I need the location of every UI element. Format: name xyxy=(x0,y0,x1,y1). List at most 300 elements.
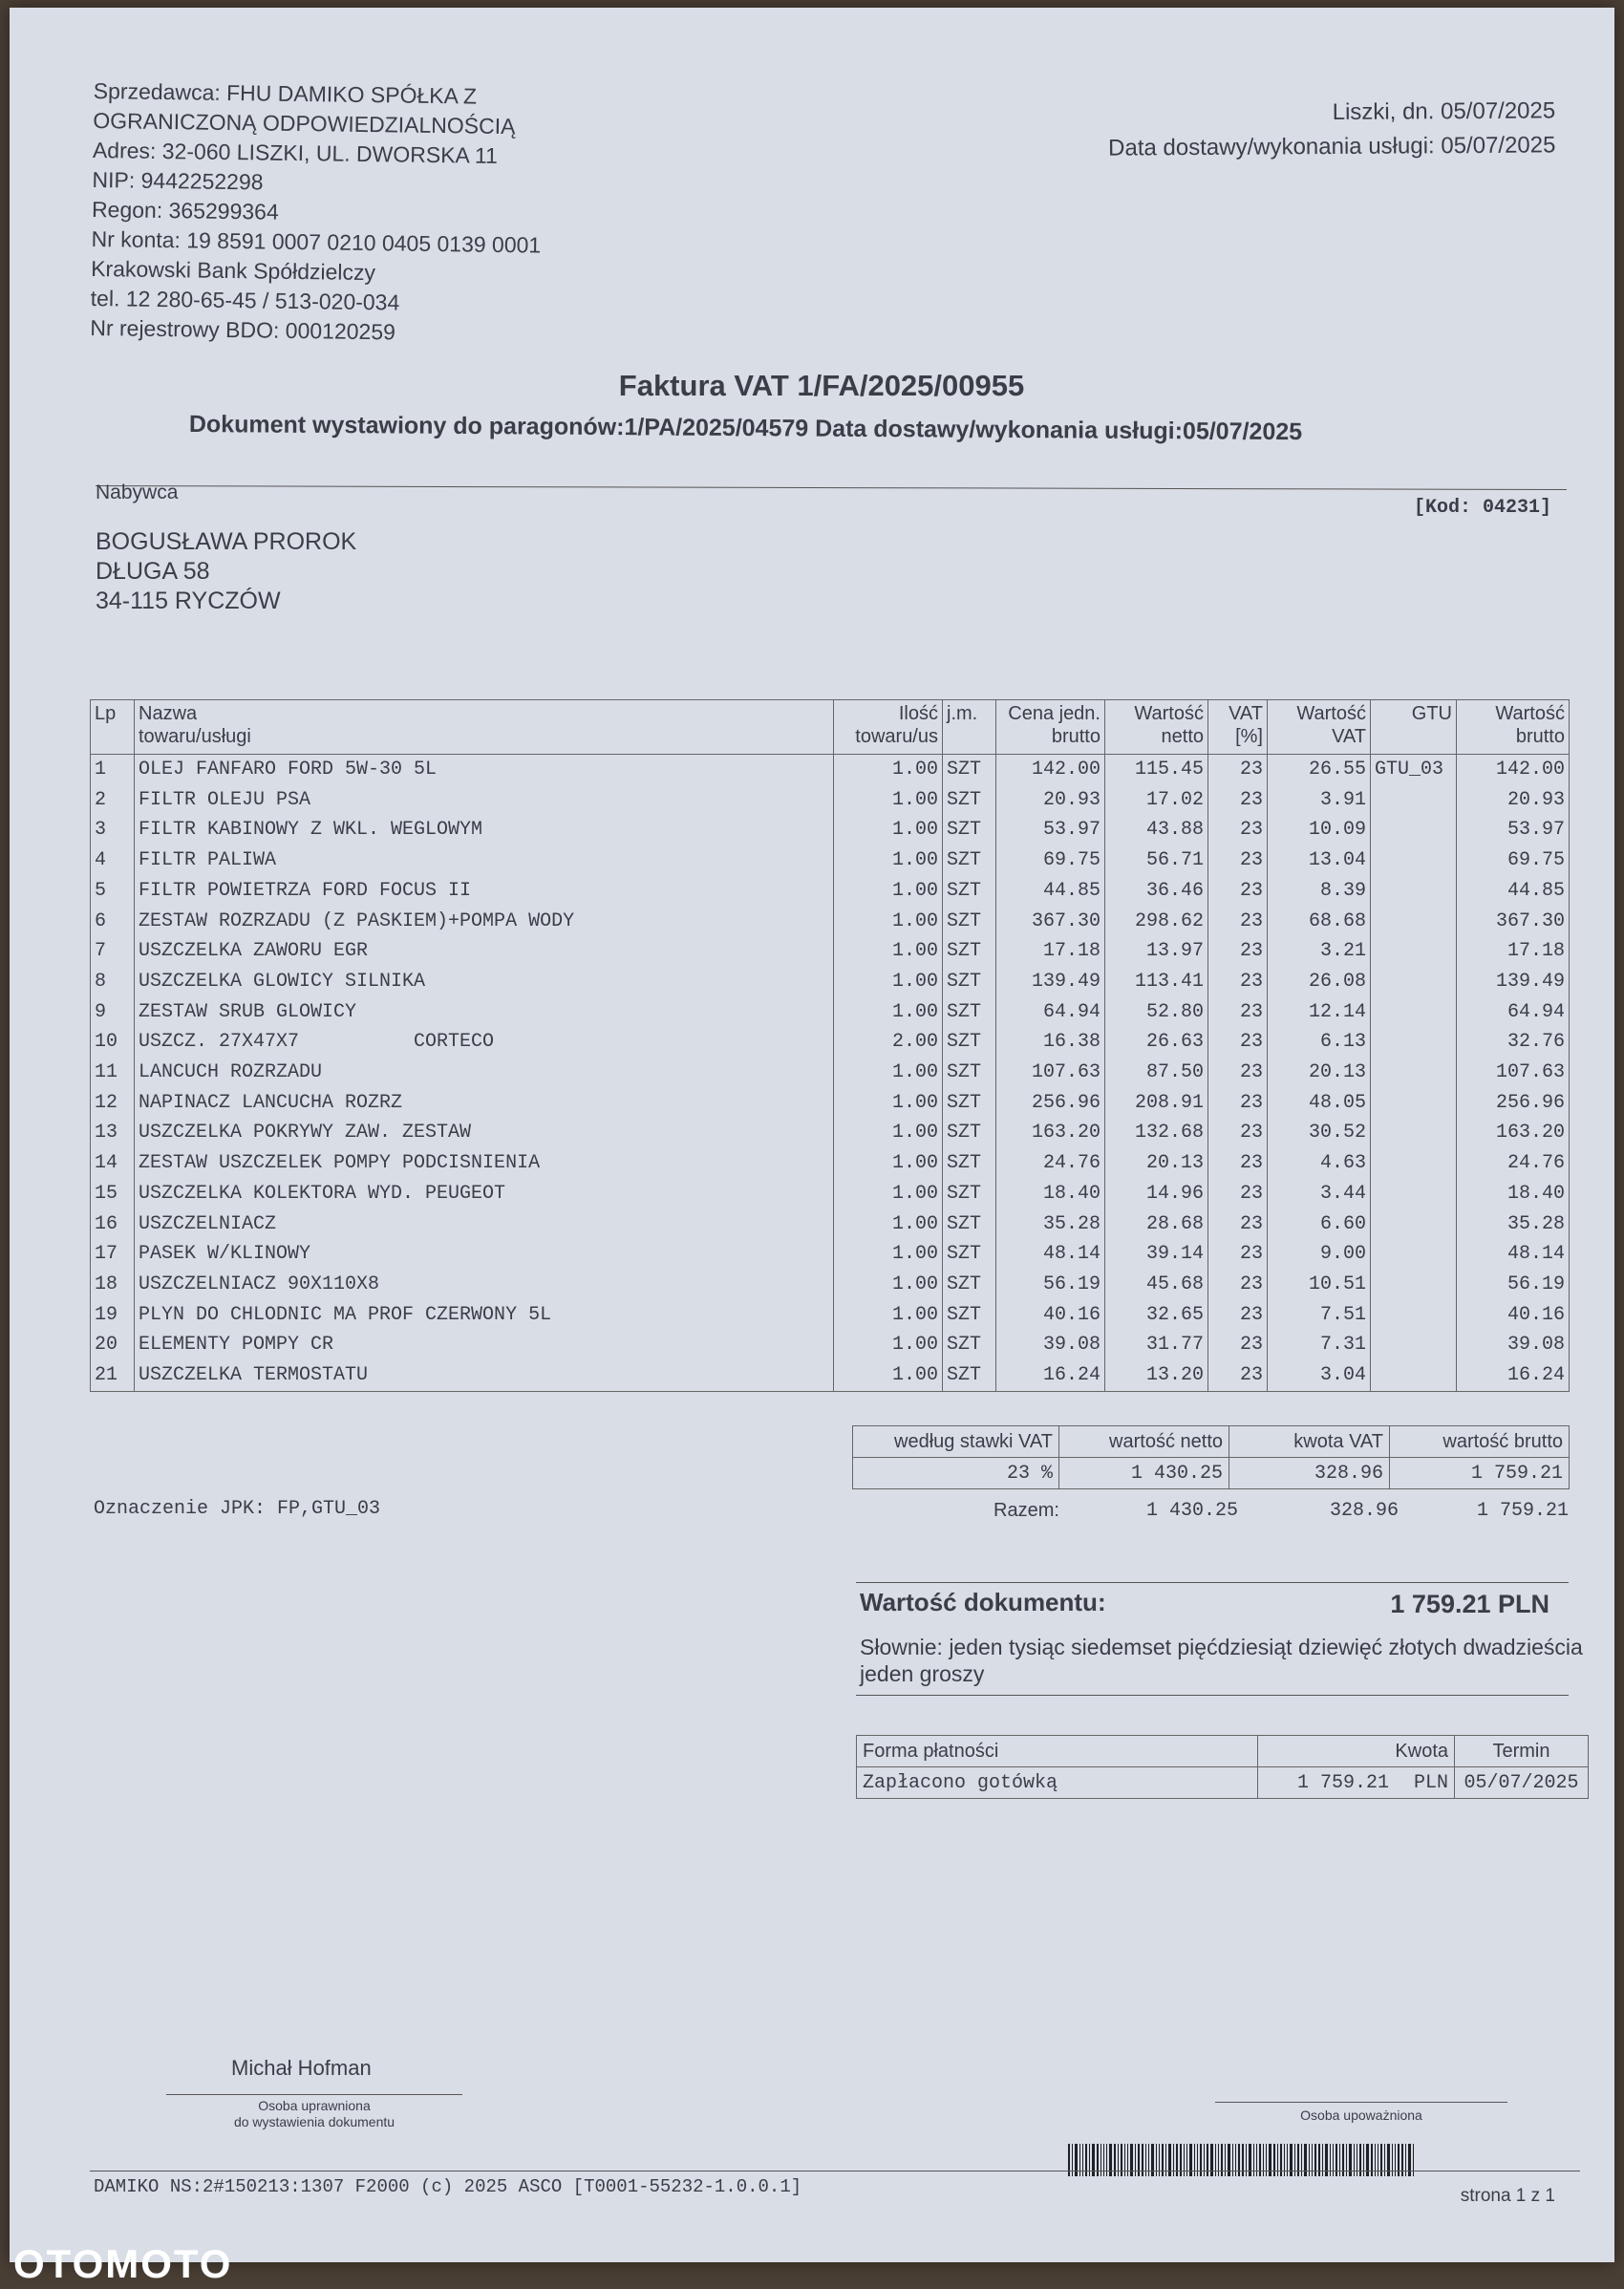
cell-net: 20.13 xyxy=(1105,1148,1208,1179)
cell-name: ZESTAW USZCZELEK POMPY PODCISNIENIA xyxy=(135,1148,834,1179)
header-lp: Lp xyxy=(91,700,135,755)
cell-net: 36.46 xyxy=(1105,876,1208,907)
cell-price: 20.93 xyxy=(996,785,1105,816)
cell-vat: 23 xyxy=(1208,876,1268,907)
cell-net: 13.20 xyxy=(1105,1360,1208,1391)
cell-vat: 23 xyxy=(1208,936,1268,967)
summary-header-row xyxy=(853,1426,1570,1458)
header-gtu: GTU xyxy=(1371,700,1457,755)
receiver-signature-line xyxy=(1215,2102,1507,2103)
cell-gtu xyxy=(1371,1148,1457,1179)
payment-row xyxy=(857,1767,1589,1799)
cell-price: 107.63 xyxy=(996,1058,1105,1088)
cell-net: 31.77 xyxy=(1105,1330,1208,1360)
cell-vat-value: 7.31 xyxy=(1268,1330,1371,1360)
cell-gtu xyxy=(1371,967,1457,997)
cell-net: 14.96 xyxy=(1105,1179,1208,1209)
cell-price: 53.97 xyxy=(996,815,1105,845)
total-net: 1 430.25 xyxy=(1146,1500,1239,1522)
cell-vat-value: 6.60 xyxy=(1268,1209,1371,1240)
table-row xyxy=(91,876,1570,907)
payment-table xyxy=(856,1735,1589,1799)
cell-gtu xyxy=(1371,815,1457,845)
cell-gtu: GTU_03 xyxy=(1371,755,1457,785)
cell-lp: 1 xyxy=(91,755,135,785)
cell-unit: SZT xyxy=(943,785,996,816)
cell-price: 142.00 xyxy=(996,755,1105,785)
cell-qty: 1.00 xyxy=(834,1330,943,1360)
cell-lp: 3 xyxy=(91,815,135,845)
cell-name: USZCZELNIACZ xyxy=(135,1209,834,1240)
cell-unit: SZT xyxy=(943,1360,996,1391)
cell-vat: 23 xyxy=(1208,1239,1268,1270)
header-net: Wartość netto xyxy=(1105,700,1208,755)
cell-unit: SZT xyxy=(943,1330,996,1360)
items-table xyxy=(90,699,1570,1392)
summary-rate: 23 % xyxy=(853,1458,1059,1489)
table-row xyxy=(91,1148,1570,1179)
cell-gross: 163.20 xyxy=(1457,1118,1570,1148)
cell-gross: 142.00 xyxy=(1457,755,1570,785)
buyer-divider xyxy=(96,485,1567,490)
payment-form: Zapłacono gotówką xyxy=(857,1767,1258,1799)
cell-name: PLYN DO CHLODNIC MA PROF CZERWONY 5L xyxy=(135,1300,834,1331)
cell-price: 18.40 xyxy=(996,1179,1105,1209)
cell-vat-value: 3.04 xyxy=(1268,1360,1371,1391)
receiver-caption: Osoba upoważniona xyxy=(1300,2107,1422,2123)
cell-unit: SZT xyxy=(943,1270,996,1300)
cell-gtu xyxy=(1371,1239,1457,1270)
summary-vat: 328.96 xyxy=(1229,1458,1390,1489)
cell-vat: 23 xyxy=(1208,1330,1268,1360)
cell-unit: SZT xyxy=(943,845,996,876)
summary-header-rate: według stawki VAT xyxy=(853,1426,1059,1458)
cell-gtu xyxy=(1371,1209,1457,1240)
cell-vat: 23 xyxy=(1208,1360,1268,1391)
seller-line: OGRANICZONĄ ODPOWIEDZIALNOŚCIĄ xyxy=(93,107,516,139)
payment-header-amount: Kwota xyxy=(1258,1736,1455,1767)
cell-gross: 24.76 xyxy=(1457,1148,1570,1179)
cell-net: 132.68 xyxy=(1105,1118,1208,1148)
cell-net: 43.88 xyxy=(1105,815,1208,845)
jpk-marking: Oznaczenie JPK: FP,GTU_03 xyxy=(94,1498,381,1520)
cell-name: USZCZELKA KOLEKTORA WYD. PEUGEOT xyxy=(135,1179,834,1209)
cell-unit: SZT xyxy=(943,1027,996,1058)
cell-price: 163.20 xyxy=(996,1118,1105,1148)
cell-gtu xyxy=(1371,876,1457,907)
cell-lp: 17 xyxy=(91,1239,135,1270)
cell-vat-value: 3.21 xyxy=(1268,936,1371,967)
cell-vat-value: 30.52 xyxy=(1268,1118,1371,1148)
cell-name: FILTR KABINOWY Z WKL. WEGLOWYM xyxy=(135,815,834,845)
page-number: strona 1 z 1 xyxy=(1460,2186,1555,2206)
cell-qty: 1.00 xyxy=(834,1209,943,1240)
cell-vat: 23 xyxy=(1208,1300,1268,1331)
cell-vat-value: 8.39 xyxy=(1268,876,1371,907)
cell-net: 28.68 xyxy=(1105,1209,1208,1240)
cell-vat-value: 4.63 xyxy=(1268,1148,1371,1179)
cell-price: 48.14 xyxy=(996,1239,1105,1270)
cell-unit: SZT xyxy=(943,936,996,967)
doc-value-top-line xyxy=(856,1582,1569,1583)
items-body xyxy=(91,755,1570,1392)
cell-price: 367.30 xyxy=(996,907,1105,937)
cell-name: ZESTAW SRUB GLOWICY xyxy=(135,997,834,1028)
cell-gross: 35.28 xyxy=(1457,1209,1570,1240)
cell-qty: 1.00 xyxy=(834,815,943,845)
cell-price: 139.49 xyxy=(996,967,1105,997)
cell-gross: 32.76 xyxy=(1457,1027,1570,1058)
cell-name: ELEMENTY POMPY CR xyxy=(135,1330,834,1360)
document-value-label: Wartość dokumentu: xyxy=(860,1588,1106,1616)
cell-lp: 2 xyxy=(91,785,135,816)
cell-qty: 1.00 xyxy=(834,1360,943,1391)
cell-gross: 44.85 xyxy=(1457,876,1570,907)
table-row xyxy=(91,907,1570,937)
cell-vat: 23 xyxy=(1208,1027,1268,1058)
cell-qty: 1.00 xyxy=(834,1179,943,1209)
cell-unit: SZT xyxy=(943,967,996,997)
cell-vat: 23 xyxy=(1208,1179,1268,1209)
cell-lp: 18 xyxy=(91,1270,135,1300)
cell-qty: 1.00 xyxy=(834,1058,943,1088)
cell-gross: 20.93 xyxy=(1457,785,1570,816)
cell-qty: 1.00 xyxy=(834,967,943,997)
cell-price: 56.19 xyxy=(996,1270,1105,1300)
payment-currency: PLN xyxy=(1413,1771,1448,1794)
cell-gross: 64.94 xyxy=(1457,997,1570,1028)
cell-price: 17.18 xyxy=(996,936,1105,967)
table-row xyxy=(91,1027,1570,1058)
cell-unit: SZT xyxy=(943,755,996,785)
header-vat-rate: VAT [%] xyxy=(1208,700,1268,755)
issue-date: Liszki, dn. 05/07/2025 xyxy=(1332,97,1555,125)
cell-unit: SZT xyxy=(943,907,996,937)
cell-unit: SZT xyxy=(943,1148,996,1179)
cell-name: FILTR PALIWA xyxy=(135,845,834,876)
cell-price: 24.76 xyxy=(996,1148,1105,1179)
cell-qty: 1.00 xyxy=(834,845,943,876)
cell-vat: 23 xyxy=(1208,785,1268,816)
cell-qty: 1.00 xyxy=(834,755,943,785)
total-gross: 1 759.21 xyxy=(1477,1500,1570,1522)
header-gross: Wartość brutto xyxy=(1457,700,1570,755)
cell-qty: 1.00 xyxy=(834,1300,943,1331)
cell-net: 17.02 xyxy=(1105,785,1208,816)
summary-row xyxy=(853,1458,1570,1489)
cell-unit: SZT xyxy=(943,997,996,1028)
header-qty: Ilość towaru/us xyxy=(834,700,943,755)
buyer-city: 34-115 RYCZÓW xyxy=(96,588,281,614)
table-row xyxy=(91,845,1570,876)
cell-gross: 367.30 xyxy=(1457,907,1570,937)
cell-vat-value: 3.44 xyxy=(1268,1179,1371,1209)
cell-name: USZCZELKA GLOWICY SILNIKA xyxy=(135,967,834,997)
issuer-caption-line: Osoba uprawniona xyxy=(258,2098,371,2113)
cell-name: FILTR OLEJU PSA xyxy=(135,785,834,816)
cell-name: LANCUCH ROZRZADU xyxy=(135,1058,834,1088)
cell-lp: 13 xyxy=(91,1118,135,1148)
cell-gross: 17.18 xyxy=(1457,936,1570,967)
table-row xyxy=(91,997,1570,1028)
table-row xyxy=(91,755,1570,785)
cell-qty: 1.00 xyxy=(834,997,943,1028)
seller-line: Nr konta: 19 8591 0007 0210 0405 0139 0001 xyxy=(91,225,542,258)
summary-header-gross: wartość brutto xyxy=(1390,1426,1570,1458)
cell-net: 26.63 xyxy=(1105,1027,1208,1058)
total-label: Razem: xyxy=(994,1500,1059,1521)
cell-gtu xyxy=(1371,1300,1457,1331)
cell-net: 113.41 xyxy=(1105,967,1208,997)
cell-name: ZESTAW ROZRZADU (Z PASKIEM)+POMPA WODY xyxy=(135,907,834,937)
cell-gtu xyxy=(1371,907,1457,937)
cell-gross: 107.63 xyxy=(1457,1058,1570,1088)
payment-term: 05/07/2025 xyxy=(1455,1767,1589,1799)
cell-price: 35.28 xyxy=(996,1209,1105,1240)
cell-name: USZCZELNIACZ 90X110X8 xyxy=(135,1270,834,1300)
cell-gross: 40.16 xyxy=(1457,1300,1570,1331)
otomoto-watermark: OTOMOTO xyxy=(13,2241,233,2286)
cell-lp: 20 xyxy=(91,1330,135,1360)
issuer-caption xyxy=(166,2098,462,2130)
cell-net: 298.62 xyxy=(1105,907,1208,937)
cell-qty: 1.00 xyxy=(834,1270,943,1300)
cell-vat-value: 7.51 xyxy=(1268,1300,1371,1331)
dates-block xyxy=(1107,94,1555,165)
issuer-signature-line xyxy=(166,2094,462,2095)
cell-lp: 5 xyxy=(91,876,135,907)
cell-vat-value: 20.13 xyxy=(1268,1058,1371,1088)
cell-price: 39.08 xyxy=(996,1330,1105,1360)
payment-header-row xyxy=(857,1736,1589,1767)
cell-gtu xyxy=(1371,936,1457,967)
payment-amount xyxy=(1258,1767,1455,1799)
cell-gtu xyxy=(1371,785,1457,816)
cell-vat-value: 13.04 xyxy=(1268,845,1371,876)
cell-gtu xyxy=(1371,1179,1457,1209)
buyer-label: Nabywca xyxy=(96,481,179,503)
cell-gross: 18.40 xyxy=(1457,1179,1570,1209)
cell-gtu xyxy=(1371,1360,1457,1391)
cell-vat-value: 3.91 xyxy=(1268,785,1371,816)
table-row xyxy=(91,1209,1570,1240)
cell-name: USZCZ. 27X47X7 CORTECO xyxy=(135,1027,834,1058)
cell-price: 40.16 xyxy=(996,1300,1105,1331)
cell-qty: 1.00 xyxy=(834,936,943,967)
document-subtitle: Dokument wystawiony do paragonów:1/PA/2025/04579 Data dostawy/wykonania usługi:05/07/2025 xyxy=(188,411,1303,446)
cell-qty: 1.00 xyxy=(834,1118,943,1148)
cell-unit: SZT xyxy=(943,1179,996,1209)
cell-gtu xyxy=(1371,1088,1457,1119)
cell-name: USZCZELKA TERMOSTATU xyxy=(135,1360,834,1391)
cell-gross: 48.14 xyxy=(1457,1239,1570,1270)
table-row xyxy=(91,1239,1570,1270)
cell-price: 69.75 xyxy=(996,845,1105,876)
cell-unit: SZT xyxy=(943,1300,996,1331)
cell-gtu xyxy=(1371,1058,1457,1088)
delivery-date: Data dostawy/wykonania usługi: 05/07/2025 xyxy=(1107,132,1556,161)
cell-name: FILTR POWIETRZA FORD FOCUS II xyxy=(135,876,834,907)
cell-lp: 14 xyxy=(91,1148,135,1179)
cell-vat-value: 48.05 xyxy=(1268,1088,1371,1119)
cell-lp: 15 xyxy=(91,1179,135,1209)
table-row xyxy=(91,1058,1570,1088)
table-row xyxy=(91,785,1570,816)
cell-qty: 1.00 xyxy=(834,876,943,907)
seller-block xyxy=(90,76,543,350)
cell-qty: 1.00 xyxy=(834,1239,943,1270)
payment-amount-value: 1 759.21 xyxy=(1296,1771,1389,1794)
seller-line: tel. 12 280-65-45 / 513-020-034 xyxy=(90,285,400,315)
document-title: Faktura VAT 1/FA/2025/00955 xyxy=(618,369,1025,402)
table-row xyxy=(91,1179,1570,1209)
payment-header-term: Termin xyxy=(1455,1736,1589,1767)
total-vat: 328.96 xyxy=(1330,1500,1400,1522)
issuer-caption-line: do wystawienia dokumentu xyxy=(233,2114,395,2129)
table-row xyxy=(91,815,1570,845)
cell-vat: 23 xyxy=(1208,815,1268,845)
cell-vat-value: 26.08 xyxy=(1268,967,1371,997)
cell-name: PASEK W/KLINOWY xyxy=(135,1239,834,1270)
cell-unit: SZT xyxy=(943,1058,996,1088)
cell-gross: 69.75 xyxy=(1457,845,1570,876)
cell-vat: 23 xyxy=(1208,755,1268,785)
buyer-code: [Kod: 04231] xyxy=(1413,497,1551,519)
document-value-amount: 1 759.21 PLN xyxy=(1390,1590,1549,1618)
cell-vat: 23 xyxy=(1208,1270,1268,1300)
header-name: Nazwa towaru/usługi xyxy=(135,700,834,755)
cell-lp: 8 xyxy=(91,967,135,997)
summary-gross: 1 759.21 xyxy=(1390,1458,1570,1489)
cell-qty: 1.00 xyxy=(834,1088,943,1119)
cell-vat-value: 68.68 xyxy=(1268,907,1371,937)
cell-gross: 139.49 xyxy=(1457,967,1570,997)
table-row xyxy=(91,967,1570,997)
invoice-paper xyxy=(10,8,1614,2262)
cell-unit: SZT xyxy=(943,876,996,907)
cell-qty: 1.00 xyxy=(834,1148,943,1179)
cell-lp: 9 xyxy=(91,997,135,1028)
cell-vat: 23 xyxy=(1208,1148,1268,1179)
cell-lp: 21 xyxy=(91,1360,135,1391)
seller-line: Nr rejestrowy BDO: 000120259 xyxy=(90,314,396,345)
cell-unit: SZT xyxy=(943,815,996,845)
cell-vat-value: 12.14 xyxy=(1268,997,1371,1028)
cell-gtu xyxy=(1371,1118,1457,1148)
cell-price: 256.96 xyxy=(996,1088,1105,1119)
cell-lp: 7 xyxy=(91,936,135,967)
items-header-row xyxy=(91,700,1570,755)
vat-summary-table xyxy=(852,1425,1570,1489)
cell-gtu xyxy=(1371,1270,1457,1300)
cell-lp: 12 xyxy=(91,1088,135,1119)
cell-gtu xyxy=(1371,997,1457,1028)
cell-vat: 23 xyxy=(1208,1058,1268,1088)
buyer-street: DŁUGA 58 xyxy=(96,558,210,585)
cell-unit: SZT xyxy=(943,1118,996,1148)
cell-name: NAPINACZ LANCUCHA ROZRZ xyxy=(135,1088,834,1119)
cell-vat: 23 xyxy=(1208,967,1268,997)
header-unit: j.m. xyxy=(943,700,996,755)
cell-qty: 2.00 xyxy=(834,1027,943,1058)
cell-gtu xyxy=(1371,1330,1457,1360)
cell-vat-value: 10.51 xyxy=(1268,1270,1371,1300)
seller-line: NIP: 9442252298 xyxy=(92,166,264,195)
cell-vat-value: 6.13 xyxy=(1268,1027,1371,1058)
cell-vat: 23 xyxy=(1208,907,1268,937)
cell-gross: 53.97 xyxy=(1457,815,1570,845)
amount-in-words: Słownie: jeden tysiąc siedemset pięćdziesiąt dziewięć złotych dwadzieścia jeden groszy xyxy=(860,1635,1583,1686)
cell-lp: 19 xyxy=(91,1300,135,1331)
cell-vat: 23 xyxy=(1208,1209,1268,1240)
table-row xyxy=(91,936,1570,967)
table-row xyxy=(91,1300,1570,1331)
cell-lp: 10 xyxy=(91,1027,135,1058)
table-row xyxy=(91,1088,1570,1119)
cell-gtu xyxy=(1371,845,1457,876)
cell-net: 208.91 xyxy=(1105,1088,1208,1119)
cell-qty: 1.00 xyxy=(834,785,943,816)
table-row xyxy=(91,1270,1570,1300)
cell-lp: 11 xyxy=(91,1058,135,1088)
cell-vat: 23 xyxy=(1208,1118,1268,1148)
payment-header-form: Forma płatności xyxy=(857,1736,1258,1767)
header-vat-value: Wartość VAT xyxy=(1268,700,1371,755)
buyer-block xyxy=(96,527,356,616)
table-row xyxy=(91,1118,1570,1148)
cell-vat-value: 9.00 xyxy=(1268,1239,1371,1270)
doc-value-bottom-line xyxy=(856,1695,1569,1696)
seller-line: Krakowski Bank Spółdzielczy xyxy=(91,255,376,286)
summary-header-net: wartość netto xyxy=(1059,1426,1229,1458)
cell-vat-value: 10.09 xyxy=(1268,815,1371,845)
buyer-name: BOGUSŁAWA PROROK xyxy=(96,528,357,555)
seller-line: Sprzedawca: FHU DAMIKO SPÓŁKA Z xyxy=(93,77,478,109)
cell-name: OLEJ FANFARO FORD 5W-30 5L xyxy=(135,755,834,785)
cell-lp: 6 xyxy=(91,907,135,937)
cell-vat: 23 xyxy=(1208,845,1268,876)
seller-line: Regon: 365299364 xyxy=(91,196,279,225)
cell-vat: 23 xyxy=(1208,997,1268,1028)
cell-net: 56.71 xyxy=(1105,845,1208,876)
cell-price: 16.24 xyxy=(996,1360,1105,1391)
cell-gtu xyxy=(1371,1027,1457,1058)
cell-net: 115.45 xyxy=(1105,755,1208,785)
cell-net: 87.50 xyxy=(1105,1058,1208,1088)
header-price: Cena jedn. brutto xyxy=(996,700,1105,755)
cell-net: 13.97 xyxy=(1105,936,1208,967)
cell-gross: 56.19 xyxy=(1457,1270,1570,1300)
cell-qty: 1.00 xyxy=(834,907,943,937)
cell-unit: SZT xyxy=(943,1209,996,1240)
table-row xyxy=(91,1360,1570,1391)
cell-net: 45.68 xyxy=(1105,1270,1208,1300)
cell-lp: 16 xyxy=(91,1209,135,1240)
cell-vat-value: 26.55 xyxy=(1268,755,1371,785)
cell-name: USZCZELKA ZAWORU EGR xyxy=(135,936,834,967)
cell-price: 44.85 xyxy=(996,876,1105,907)
cell-lp: 4 xyxy=(91,845,135,876)
cell-price: 64.94 xyxy=(996,997,1105,1028)
cell-vat: 23 xyxy=(1208,1088,1268,1119)
cell-unit: SZT xyxy=(943,1239,996,1270)
issuer-name: Michał Hofman xyxy=(231,2056,372,2080)
seller-line: Adres: 32-060 LISZKI, UL. DWORSKA 11 xyxy=(92,137,499,168)
summary-net: 1 430.25 xyxy=(1059,1458,1229,1489)
cell-net: 39.14 xyxy=(1105,1239,1208,1270)
cell-gross: 39.08 xyxy=(1457,1330,1570,1360)
cell-net: 52.80 xyxy=(1105,997,1208,1028)
